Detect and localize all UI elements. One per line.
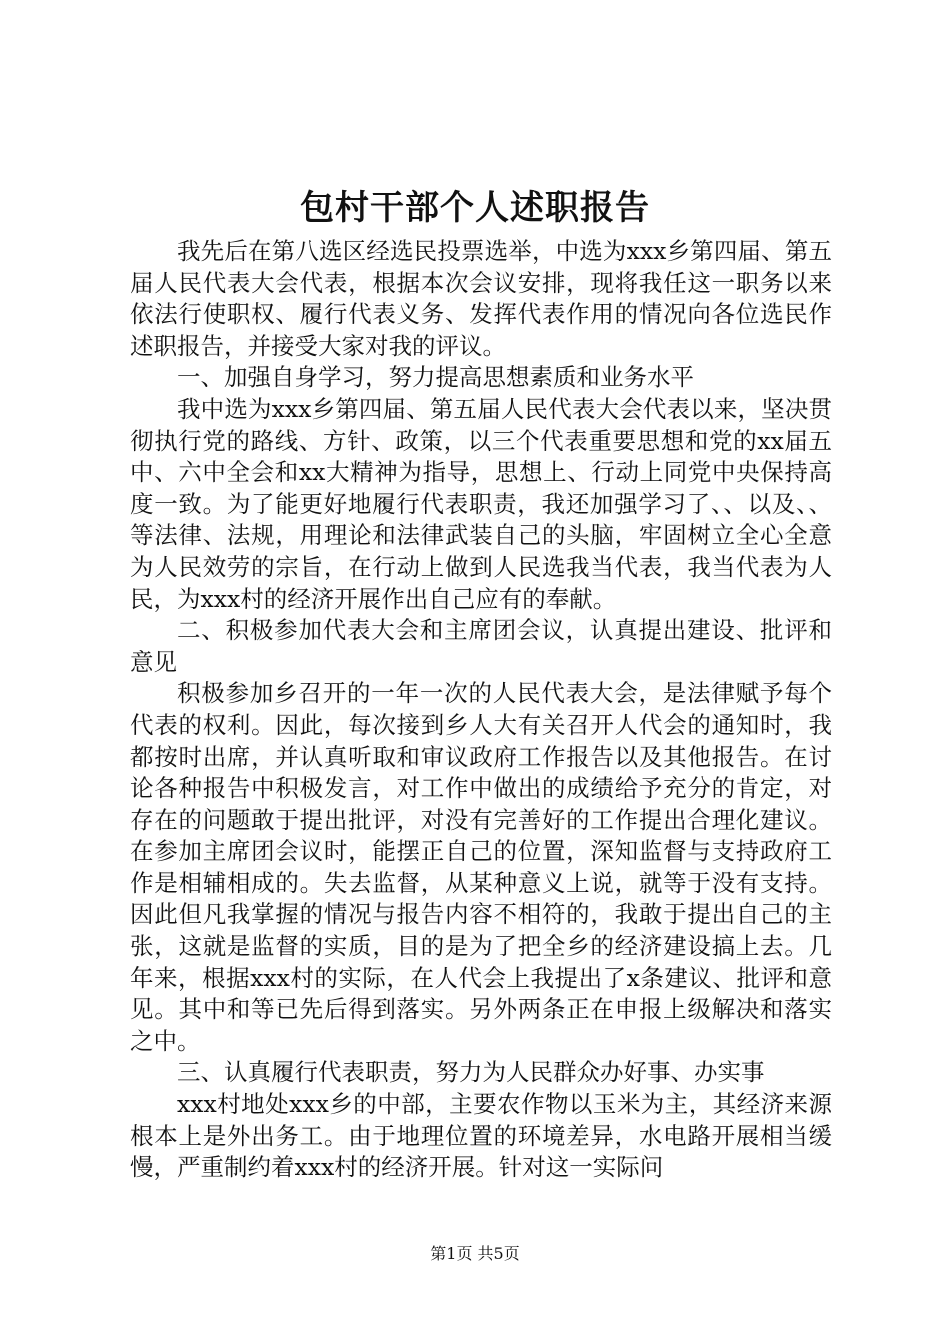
section-heading-1: 一、加强自身学习，努力提高思想素质和业务水平: [177, 363, 694, 392]
paragraph-intro: 我先后在第八选区经选民投票选举，中选为xxx乡第四届、第五届人民代表大会代表，根据本次会议安排，现将我任这一职务以来依法行使职权、履行代表义务、发挥代表作用的情况向各位选民作述职报告，并接受大家对我的评议。: [130, 237, 832, 360]
section-heading-3: 三、认真履行代表职责，努力为人民群众办好事、办实事: [177, 1058, 765, 1087]
paragraph-section-1: 我中选为xxx乡第四届、第五届人民代表大会代表以来，坚决贯彻执行党的路线、方针、政策，以三个代表重要思想和党的xx届五中、六中全会和xx大精神为指导，思想上、行动上同党中央保持高度一致。为了能更好地履行代表职责，我还加强学习了、、以及、、等法律、法规，用理论和法律武装自己的头脑，牢固树立全心全意为人民效劳的宗旨，在行动上做到人民选我当代表，我当代表为人民，为xxx村的经济开展作出自己应有的奉献。: [130, 394, 832, 613]
paragraph-section-2: 积极参加乡召开的一年一次的人民代表大会，是法律赋予每个代表的权利。因此，每次接到乡人大有关召开人代会的通知时，我都按时出席，并认真听取和审议政府工作报告以及其他报告。在讨论各种报告中积极发言，对工作中做出的成绩给予充分的肯定，对存在的问题敢于提出批评，对没有完善好的工作提出合理化建议。在参加主席团会议时，能摆正自己的位置，深知监督与支持政府工作是相辅相成的。失去监督，从某种意义上说，就等于没有支持。因此但凡我掌握的情况与报告内容不相符的，我敢于提出自己的主张，这就是监督的实质，目的是为了把全乡的经济建设搞上去。几年来，根据xxx村的实际，在人代会上我提出了x条建议、批评和意见。其中和等已先后得到落实。另外两条正在申报上级解决和落实之中。: [130, 679, 832, 1055]
page-number-footer: 第1页 共5页: [430, 1244, 520, 1263]
document-title: 包村干部个人述职报告: [300, 188, 650, 228]
paragraph-section-3: xxx村地处xxx乡的中部，主要农作物以玉米为主，其经济来源根本上是外出务工。由于地理位置的环境差异，水电路开展相当缓慢，严重制约着xxx村的经济开展。针对这一实际问: [130, 1090, 832, 1182]
document-body: [130, 236, 832, 1184]
section-heading-2: 二、积极参加代表大会和主席团会议，认真提出建设、批评和意见: [130, 616, 832, 676]
